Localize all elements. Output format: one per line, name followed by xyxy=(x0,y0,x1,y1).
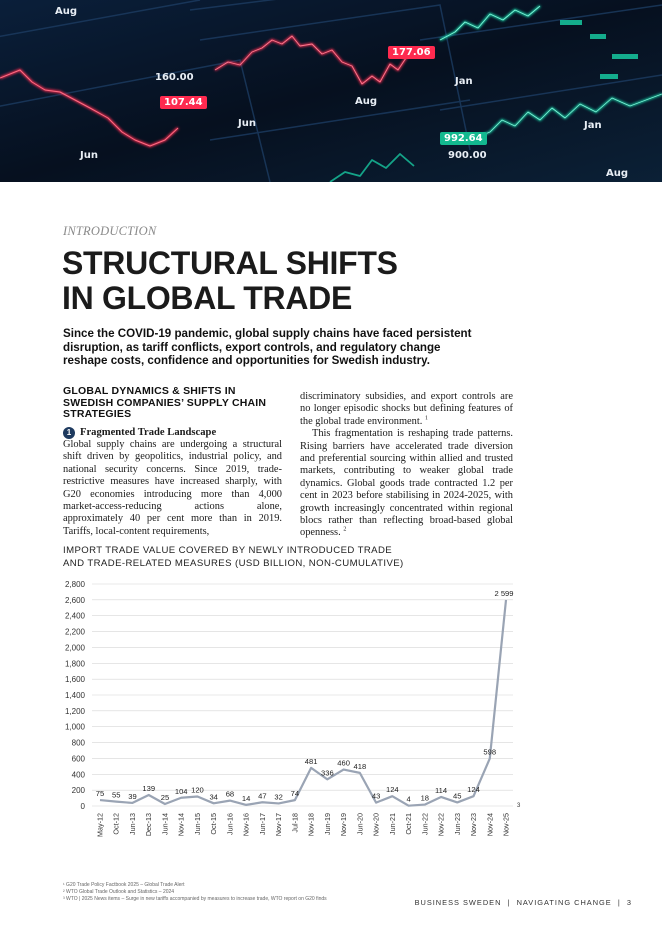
chart-title-line: IMPORT TRADE VALUE COVERED BY NEWLY INTRODUCED TRADE xyxy=(63,545,393,556)
body-column-left xyxy=(63,386,282,538)
data-label: 139 xyxy=(142,783,156,793)
data-label: 45 xyxy=(453,791,462,801)
y-tick-label: 0 xyxy=(80,802,85,811)
x-tick-label: Nov-17 xyxy=(274,813,284,837)
data-label: 74 xyxy=(290,789,300,799)
body-paragraph xyxy=(300,428,513,540)
y-tick-label: 400 xyxy=(71,770,85,780)
body-column-right xyxy=(300,391,513,540)
x-tick-label: Oct-12 xyxy=(111,813,121,835)
chart-title-line: AND TRADE-RELATED MEASURES (USD BILLION, NON-CUMULATIVE) xyxy=(63,557,404,569)
y-tick-label: 2,600 xyxy=(64,595,85,605)
footer-separator: | xyxy=(617,898,621,907)
footnote-ref: 2 xyxy=(343,527,347,533)
x-tick-label: Nov-25 xyxy=(501,813,511,837)
body-paragraph: Global supply chains are undergoing a structural shift driven by geopolitics, industrial policy, and national security concerns. Since 2019, trade-restrictive measures have increased sharply, with G20 economies introducing more than 4,000 market-access-reducing actions alone, approximately 40 per cent more than in 2019. Tariffs, local-content requirements, xyxy=(63,438,282,537)
y-tick-label: 1,200 xyxy=(64,706,85,716)
body-text: discriminatory subsidies, and export controls are no longer episodic shocks but defining features of the global trade environment. xyxy=(300,391,513,427)
x-tick-label: Jun-23 xyxy=(452,813,462,835)
y-tick-label: 2,800 xyxy=(64,580,85,589)
x-tick-label: Nov-18 xyxy=(306,813,316,837)
x-tick-label: Jul-18 xyxy=(290,813,300,833)
page-title xyxy=(62,246,398,316)
data-label: 124 xyxy=(385,785,399,795)
hero-axis-label: Aug xyxy=(55,6,78,17)
data-label: 55 xyxy=(112,790,121,800)
y-tick-label: 1,000 xyxy=(64,722,85,732)
subheading xyxy=(63,427,282,439)
y-tick-label: 2,000 xyxy=(64,643,85,653)
hero-axis-label: 900.00 xyxy=(448,150,487,161)
data-label: 18 xyxy=(420,793,430,803)
y-tick-label: 1,400 xyxy=(64,691,85,700)
data-label: 75 xyxy=(95,789,105,799)
body-paragraph xyxy=(300,391,513,428)
data-label: 104 xyxy=(174,786,188,796)
hero-axis-label: Aug xyxy=(355,96,378,107)
hero-price-tag: 177.06 xyxy=(388,46,435,59)
section-heading: GLOBAL DYNAMICS & SHIFTS IN SWEDISH COMPANIES’ SUPPLY CHAIN STRATEGIES xyxy=(63,385,267,420)
data-label: 2 599 xyxy=(494,588,514,598)
chart-title xyxy=(63,545,404,570)
data-label: 460 xyxy=(337,758,350,768)
hero-axis-label: Jan xyxy=(584,120,602,131)
data-label: 14 xyxy=(241,793,251,803)
footnote: ³ WTO | 2025 News items – Surge in new tariffs accompanied by measures to increase trade, WTO report on G20 finds xyxy=(63,896,327,902)
y-tick-label: 600 xyxy=(71,754,85,764)
x-tick-label: Jun-14 xyxy=(160,813,170,835)
y-tick-label: 1,800 xyxy=(64,659,85,669)
data-label: 34 xyxy=(209,792,218,802)
x-tick-label: Nov-20 xyxy=(371,813,381,837)
footnotes xyxy=(63,882,327,903)
y-tick-label: 1,600 xyxy=(64,675,85,685)
x-tick-label: Nov-23 xyxy=(469,813,479,837)
hero-axis-label: Aug xyxy=(606,168,629,179)
data-label: 47 xyxy=(258,791,267,801)
data-label: 124 xyxy=(467,785,480,795)
data-label: 120 xyxy=(191,785,204,795)
section-kicker: INTRODUCTION xyxy=(63,224,157,238)
data-label: 114 xyxy=(434,785,448,795)
x-tick-label: Nov-14 xyxy=(176,813,186,837)
x-tick-label: Oct-21 xyxy=(404,813,414,835)
y-tick-label: 200 xyxy=(71,786,85,796)
subheading-text: Fragmented Trade Landscape xyxy=(80,426,217,438)
x-tick-label: Jun-19 xyxy=(322,813,332,835)
x-tick-label: Jun-16 xyxy=(225,813,235,835)
page-footer xyxy=(415,898,632,907)
data-label: 481 xyxy=(304,756,318,766)
footer-separator: | xyxy=(507,898,511,907)
page-title-line: IN GLOBAL TRADE xyxy=(62,280,353,316)
x-tick-label: Nov-19 xyxy=(339,813,349,837)
data-label: 25 xyxy=(160,793,170,803)
hero-axis-label: Jun xyxy=(238,118,256,129)
hero-axis-label: Jan xyxy=(455,76,473,87)
footnote: ² WTO Global Trade Outlook and Statistics – 2024 xyxy=(63,889,175,895)
data-label: 418 xyxy=(353,761,367,771)
x-tick-label: Dec-13 xyxy=(144,813,154,837)
x-tick-label: Jun-15 xyxy=(192,813,202,835)
x-tick-label: Jun-13 xyxy=(127,813,137,835)
x-tick-label: May-12 xyxy=(95,813,105,837)
hero-axis-label: 160.00 xyxy=(155,72,194,83)
data-label: 598 xyxy=(483,747,497,757)
x-tick-label: Jun-17 xyxy=(257,813,267,835)
x-tick-label: Nov-22 xyxy=(436,813,446,837)
hero-axis-label: Jun xyxy=(80,150,98,161)
chart-footnote-ref: 3 xyxy=(517,803,521,809)
page-number: 3 xyxy=(626,898,632,907)
hero-price-tag: 992.64 xyxy=(440,132,487,145)
data-label: 43 xyxy=(371,791,381,801)
hero-image xyxy=(0,0,662,182)
data-label: 32 xyxy=(274,792,283,802)
footer-section: NAVIGATING CHANGE xyxy=(516,898,612,907)
hero-graphic xyxy=(0,0,662,182)
line-chart xyxy=(0,575,662,850)
x-tick-label: Jun-21 xyxy=(387,813,397,835)
lead-paragraph: Since the COVID-19 pandemic, global supply chains have faced persistent disruption, as tariff conflicts, export controls, and regulatory change reshape costs, confidence and opportunities for Swedish industry. xyxy=(63,327,472,368)
number-badge: 1 xyxy=(63,427,75,439)
x-tick-label: Nov-16 xyxy=(241,813,251,837)
y-tick-label: 2,200 xyxy=(64,627,85,637)
data-label: 68 xyxy=(225,789,235,799)
y-tick-label: 2,400 xyxy=(64,611,85,621)
footnote: ¹ G20 Trade Policy Factbook 2025 – Global Trade Alert xyxy=(63,882,185,888)
x-tick-label: Jun-20 xyxy=(355,813,365,835)
x-tick-label: Nov-24 xyxy=(485,813,495,837)
body-text: This fragmentation is reshaping trade patterns. Rising barriers have accelerated trade diversion and preferential sourcing within allied and trusted markets, contributing to weaker global trade dynamics. Global goods trade contracted 1.2 per cent in 2023 before stabilising in 2024-2025, with growth increasingly concentrated within regional blocs rather than reflecting broad-based global openness. xyxy=(300,428,513,539)
hero-price-tag: 107.44 xyxy=(160,96,207,109)
data-label: 4 xyxy=(406,794,411,804)
x-tick-label: Jun-22 xyxy=(420,813,430,835)
series-line xyxy=(100,600,506,806)
footer-brand: BUSINESS SWEDEN xyxy=(414,898,502,907)
footnote-ref: 1 xyxy=(424,415,428,422)
data-label: 39 xyxy=(128,791,137,801)
data-label: 336 xyxy=(321,768,334,778)
x-tick-label: Oct-15 xyxy=(209,813,219,835)
y-tick-label: 800 xyxy=(71,738,85,748)
page-title-line: STRUCTURAL SHIFTS xyxy=(62,245,398,281)
